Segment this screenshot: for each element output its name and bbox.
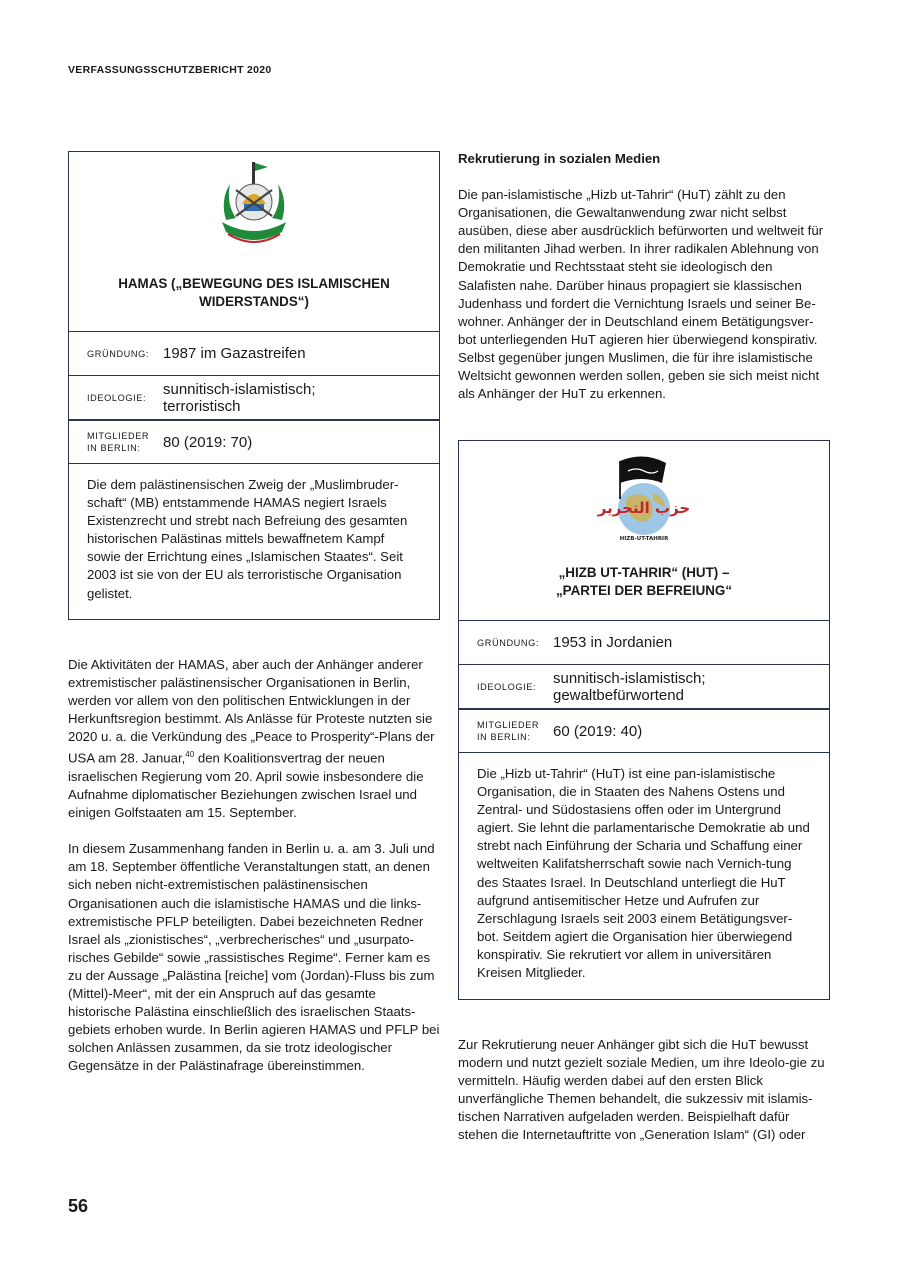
- right-column-intro: [458, 150, 830, 421]
- hamas-title: HAMAS („BEWEGUNG DES ISLAMISCHEN WIDERSTANDS“): [118, 275, 390, 309]
- hut-infobox: [458, 440, 830, 1000]
- paragraph-text: den Koalitionsvertrag der neuen israelischen Regierung vom 20. April sowie insbesondere die Aufnahme diplomatischer Beziehungen zwischen Israel und einigen Golfstaaten am 15. September.: [68, 750, 424, 821]
- right-column-closing: [458, 1036, 830, 1163]
- hut-row-members: [459, 708, 829, 752]
- row-label: MITGLIEDER IN BERLIN:: [87, 431, 150, 453]
- page-number: 56: [68, 1196, 89, 1216]
- row-value: sunnitisch-islamistisch; terroristisch: [163, 380, 316, 415]
- row-label: IDEOLOGIE:: [87, 392, 147, 403]
- paragraph: [68, 656, 440, 822]
- hut-description: Die „Hizb ut-Tahrir“ (HuT) ist eine pan-islamistische Organisation, die in Staaten des Nahens Ostens und Zentral- und Südostasiens offen oder im Untergrund agiert. Sie lehnt die parlamentarische Demokratie ab und strebt nach Einführung der Scharia und Schaffung einer weltweiten Kalifatsherrschaft sowie nach Vernich-tung des Staates Israel. In Deutschland unterliegt die HuT aufgrund antisemitischer Hetze und Aufrufen zur Zerschlagung Israels seit 2003 einem Betätigungsver-bot. Seitdem agiert die Organisation hier überwiegend konspirativ. Sie rekrutiert vor allem in universitären Kreisen Mitglieder.: [459, 752, 829, 996]
- row-value: 60 (2019: 40): [553, 722, 643, 740]
- hut-row-founding: [459, 620, 829, 664]
- hamas-row-founding: [69, 331, 439, 375]
- row-label: GRÜNDUNG:: [87, 348, 150, 359]
- row-value: 1987 im Gazastreifen: [163, 345, 306, 362]
- hut-row-ideology: [459, 664, 829, 708]
- row-value: sunnitisch-islamistisch; gewaltbefürwortend: [553, 669, 706, 704]
- row-value: 80 (2019: 70): [163, 433, 253, 451]
- footnote-ref[interactable]: 40: [185, 750, 195, 760]
- left-column-text: [68, 656, 440, 1093]
- hamas-row-members: [69, 419, 439, 463]
- hut-logo-arabic: حزب التحرير: [597, 499, 691, 517]
- row-label: GRÜNDUNG:: [477, 637, 540, 648]
- hut-logo-caption: HIZB-UT-TAHRIR: [619, 536, 669, 542]
- row-label: MITGLIEDER IN BERLIN:: [477, 720, 540, 742]
- row-label: IDEOLOGIE:: [477, 681, 537, 692]
- running-head: VERFASSUNGSSCHUTZBERICHT 2020: [68, 64, 272, 76]
- section-heading: Rekrutierung in sozialen Medien: [458, 151, 661, 166]
- paragraph: Die pan-islamistische „Hizb ut-Tahrir“ (HuT) zählt zu den Organisationen, die Gewaltanwendung zwar nicht selbst ausüben, diese aber ausdrücklich befürworten und weltweit für den militanten Jihad werben. In ihrer radikalen Ablehnung von Demokratie und Rechtsstaat steht sie ideologisch den Salafisten nahe. Darüber hinaus propagiert sie klassischen Judenhass und fordert die Vernichtung Israels und seiner Be-wohner. Anhänger der in Deutschland einem Betätigungsver-bot unterliegenden HuT agieren hier überwiegend konspirativ. Selbst gegenüber jungen Muslimen, die für ihre islamistische Weltsicht gewonnen werden sollen, geben sie sich meist nicht als Anhänger der HuT zu erkennen.: [458, 187, 824, 402]
- hamas-description: Die dem palästinensischen Zweig der „Muslimbruder-schaft“ (MB) entstammende HAMAS negiert Israels Existenzrecht und strebt nach Befreiung des gesamten historischen Palästinas mittels bewaffnetem Kampf sowie der Errichtung eines „Islamischen Staates“. Seit 2003 ist sie von der EU als terroristische Organisation gelistet.: [69, 463, 439, 617]
- paragraph-text: Die Aktivitäten der HAMAS, aber auch der Anhänger anderer extremistischer palästinensischer Organisationen in Berlin, werden vor allem von den politischen Entwicklungen in der Herkunftsregion bestimmt. Als Anlässe für Proteste nutzten sie 2020 u. a. die Verkündung des „Peace to Prosperity“-Plans der USA am 28. Januar,: [68, 657, 435, 766]
- paragraph: In diesem Zusammenhang fanden in Berlin u. a. am 3. Juli und am 18. September öffentliche Veranstaltungen statt, an denen sich neben nicht-extremistischen palästinensischen Organisationen auch die islamistische HAMAS und die links-extremistische PFLP beteiligten. Dabei bezeichneten Redner Israel als „zionistisches“, „verbrecherisches“ und „usurpato-risches Gebilde“ sowie „rassistisches Regime“. Ferner kam es zu der Aussage „Palästina [reiche] vom (Jordan)-Fluss bis zum (Mittel)-Meer“, mit der ein Anspruch auf das gesamte historische Palästina einschließlich des israelischen Staats-gebiets erhoben wurde. In Berlin agieren HAMAS und PFLP bei solchen Anlässen zusammen, da sie trotz ideologischer Gegensätze in der Palästinafrage übereinstimmen.: [68, 841, 440, 1074]
- paragraph: Zur Rekrutierung neuer Anhänger gibt sich die HuT bewusst modern und nutzt gezielt soziale Medien, um ihre Ideolo-gie zu vermitteln. Häufig werden dabei auf den ersten Blick unverfängliche Themen behandelt, die sukzessiv mit islamis-tischen Narrativen aufgeladen werden. Beispielhaft dafür stehen die Internetauftritte von „Generation Islam“ (GI) oder: [458, 1037, 825, 1143]
- hut-title: „HIZB UT-TAHRIR“ (HUT) – „PARTEI DER BEFREIUNG“: [555, 564, 733, 598]
- hamas-logo: [69, 152, 439, 254]
- hizb-ut-tahrir-flag-globe-icon: [597, 447, 691, 543]
- hamas-row-ideology: [69, 375, 439, 419]
- hut-logo: [459, 441, 829, 543]
- hamas-emblem-icon: [216, 160, 292, 254]
- row-value: 1953 in Jordanien: [553, 634, 673, 651]
- hamas-infobox: [68, 151, 440, 620]
